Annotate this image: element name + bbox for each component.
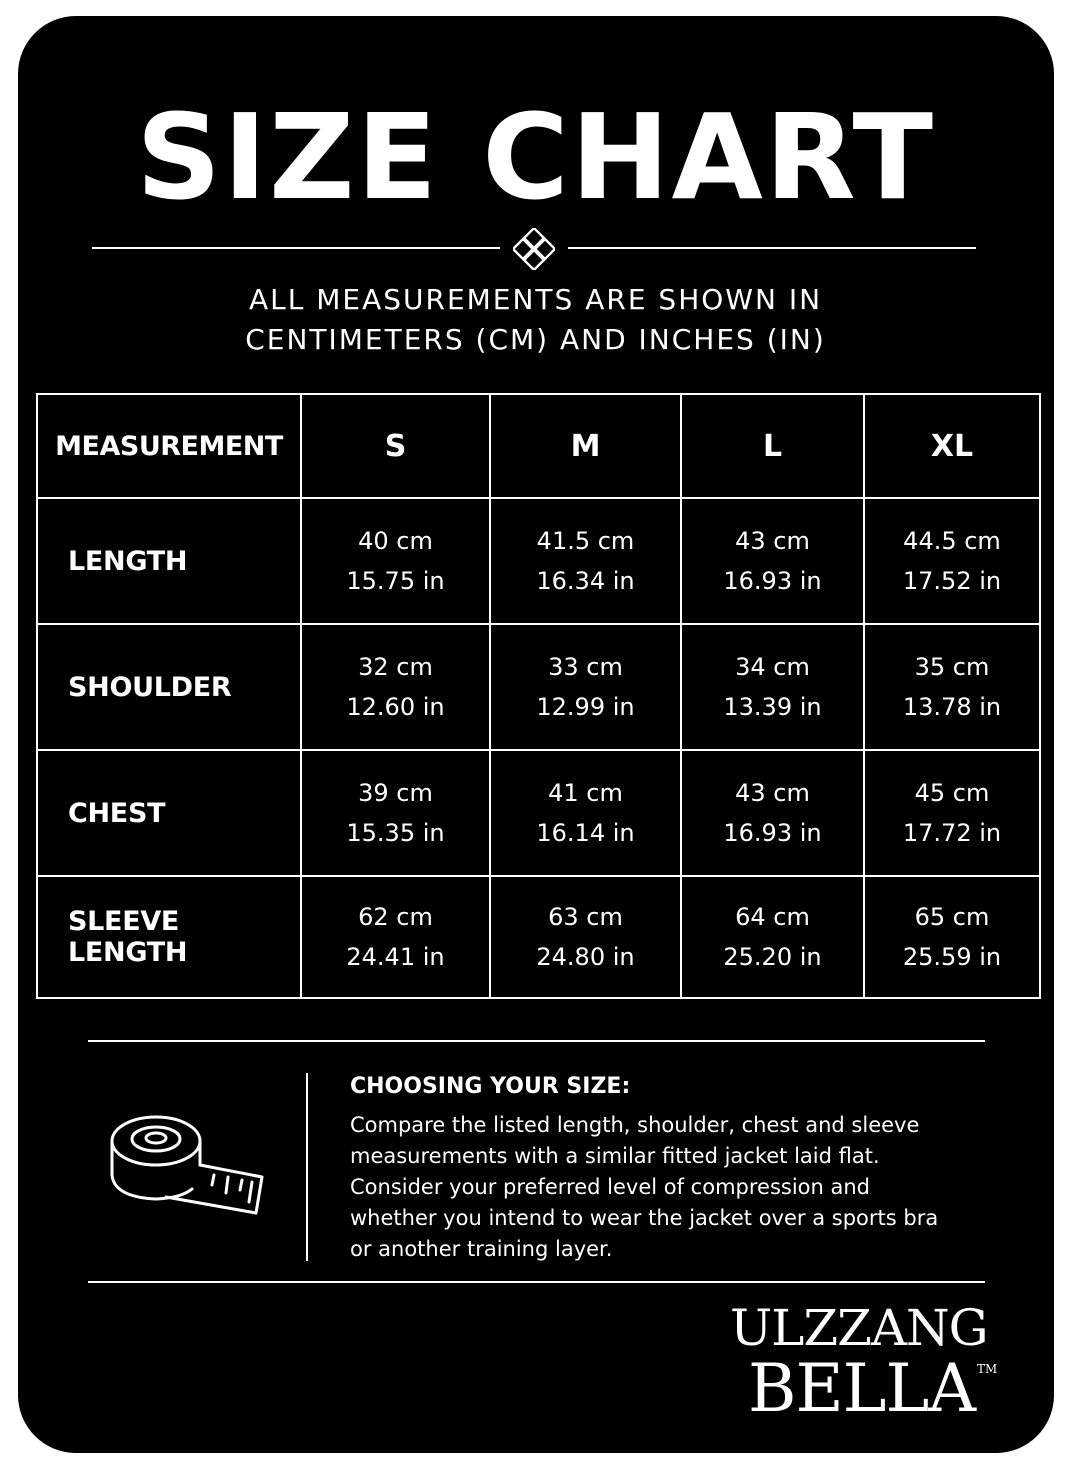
table-cell: [864, 624, 1040, 750]
cell-in: 25.20 in: [723, 943, 822, 971]
cell-in: 25.59 in: [902, 943, 1002, 971]
title-rule-right: [568, 247, 976, 249]
table-row: [37, 624, 1040, 750]
table-row: [37, 750, 1040, 876]
section-rule-top: [88, 1040, 985, 1042]
cell-in: 16.93 in: [723, 567, 822, 595]
cell-cm: 41.5 cm: [536, 527, 635, 555]
size-table: [36, 393, 1041, 999]
cell-cm: 65 cm: [914, 903, 990, 931]
cell-in: 15.75 in: [346, 567, 445, 595]
table-cell: [490, 750, 681, 876]
brand-line-2: BELLA: [748, 1350, 975, 1427]
table-cell: [301, 750, 490, 876]
cell-in: 12.99 in: [536, 693, 635, 721]
header-size-l: L: [681, 394, 864, 498]
row-label: SHOULDER: [37, 624, 301, 750]
header-size-s: S: [301, 394, 490, 498]
table-cell: [490, 876, 681, 998]
table-cell: [864, 876, 1040, 998]
subtitle-line-2: CENTIMETERS (CM) AND INCHES (IN): [245, 323, 826, 356]
cell-cm: 43 cm: [735, 779, 810, 807]
table-row: [37, 876, 1040, 998]
header-measurement: MEASUREMENT: [37, 394, 301, 498]
page-title: SIZE CHART: [136, 88, 935, 226]
cell-cm: 33 cm: [548, 653, 623, 681]
table-cell: [681, 750, 864, 876]
choosing-heading: CHOOSING YOUR SIZE:: [350, 1074, 631, 1099]
table-cell: [681, 624, 864, 750]
table-cell: [490, 498, 681, 624]
cell-in: 13.78 in: [902, 693, 1002, 721]
measuring-tape-icon: [106, 1105, 272, 1215]
subtitle-line-1: ALL MEASUREMENTS ARE SHOWN IN: [248, 283, 823, 316]
cell-cm: 40 cm: [358, 527, 433, 555]
choosing-line: whether you intend to wear the jacket over a sports bra: [350, 1206, 939, 1230]
table-header-row: [37, 394, 1040, 498]
choosing-line: measurements with a similar fitted jacket laid flat.: [350, 1144, 880, 1168]
section-rule-bottom: [88, 1281, 985, 1283]
diamond-knot-ornament-icon: [513, 228, 555, 270]
cell-cm: 39 cm: [358, 779, 433, 807]
row-label: LENGTH: [37, 498, 301, 624]
row-label: SLEEVE LENGTH: [37, 876, 301, 998]
table-cell: [301, 498, 490, 624]
cell-cm: 32 cm: [358, 653, 433, 681]
cell-cm: 35 cm: [914, 653, 990, 681]
cell-in: 12.60 in: [346, 693, 445, 721]
cell-cm: 45 cm: [914, 779, 990, 807]
cell-cm: 62 cm: [358, 903, 433, 931]
cell-cm: 44.5 cm: [903, 527, 1001, 555]
cell-in: 15.35 in: [346, 819, 445, 847]
title-rule-left: [92, 247, 500, 249]
choosing-line: Consider your preferred level of compression and: [350, 1175, 871, 1199]
cell-in: 17.72 in: [902, 819, 1002, 847]
cell-cm: 41 cm: [548, 779, 623, 807]
table-cell: [301, 624, 490, 750]
subtitle: [0, 280, 1071, 360]
brand-logo: [730, 1299, 1020, 1427]
choosing-body: [350, 1110, 990, 1265]
cell-cm: 34 cm: [735, 653, 810, 681]
row-label: CHEST: [37, 750, 301, 876]
brand-line-1: ULZZANG: [730, 1299, 988, 1357]
table-cell: [681, 876, 864, 998]
header-size-m: M: [490, 394, 681, 498]
table-cell: [864, 498, 1040, 624]
cell-in: 16.34 in: [536, 567, 635, 595]
table-cell: [864, 750, 1040, 876]
table-cell: [490, 624, 681, 750]
cell-in: 24.41 in: [346, 943, 445, 971]
choosing-line: or another training layer.: [350, 1237, 613, 1261]
choosing-line: Compare the listed length, shoulder, chest and sleeve: [350, 1113, 920, 1137]
cell-cm: 63 cm: [548, 903, 623, 931]
cell-in: 13.39 in: [723, 693, 822, 721]
trademark-mark: TM: [977, 1362, 998, 1376]
cell-in: 16.93 in: [723, 819, 822, 847]
table-row: [37, 498, 1040, 624]
cell-cm: 64 cm: [735, 903, 810, 931]
table-cell: [301, 876, 490, 998]
table-cell: [681, 498, 864, 624]
cell-in: 17.52 in: [902, 567, 1002, 595]
cell-in: 24.80 in: [536, 943, 635, 971]
section-divider-vertical: [306, 1073, 308, 1261]
cell-cm: 43 cm: [735, 527, 810, 555]
header-size-xl: XL: [864, 394, 1040, 498]
cell-in: 16.14 in: [536, 819, 635, 847]
